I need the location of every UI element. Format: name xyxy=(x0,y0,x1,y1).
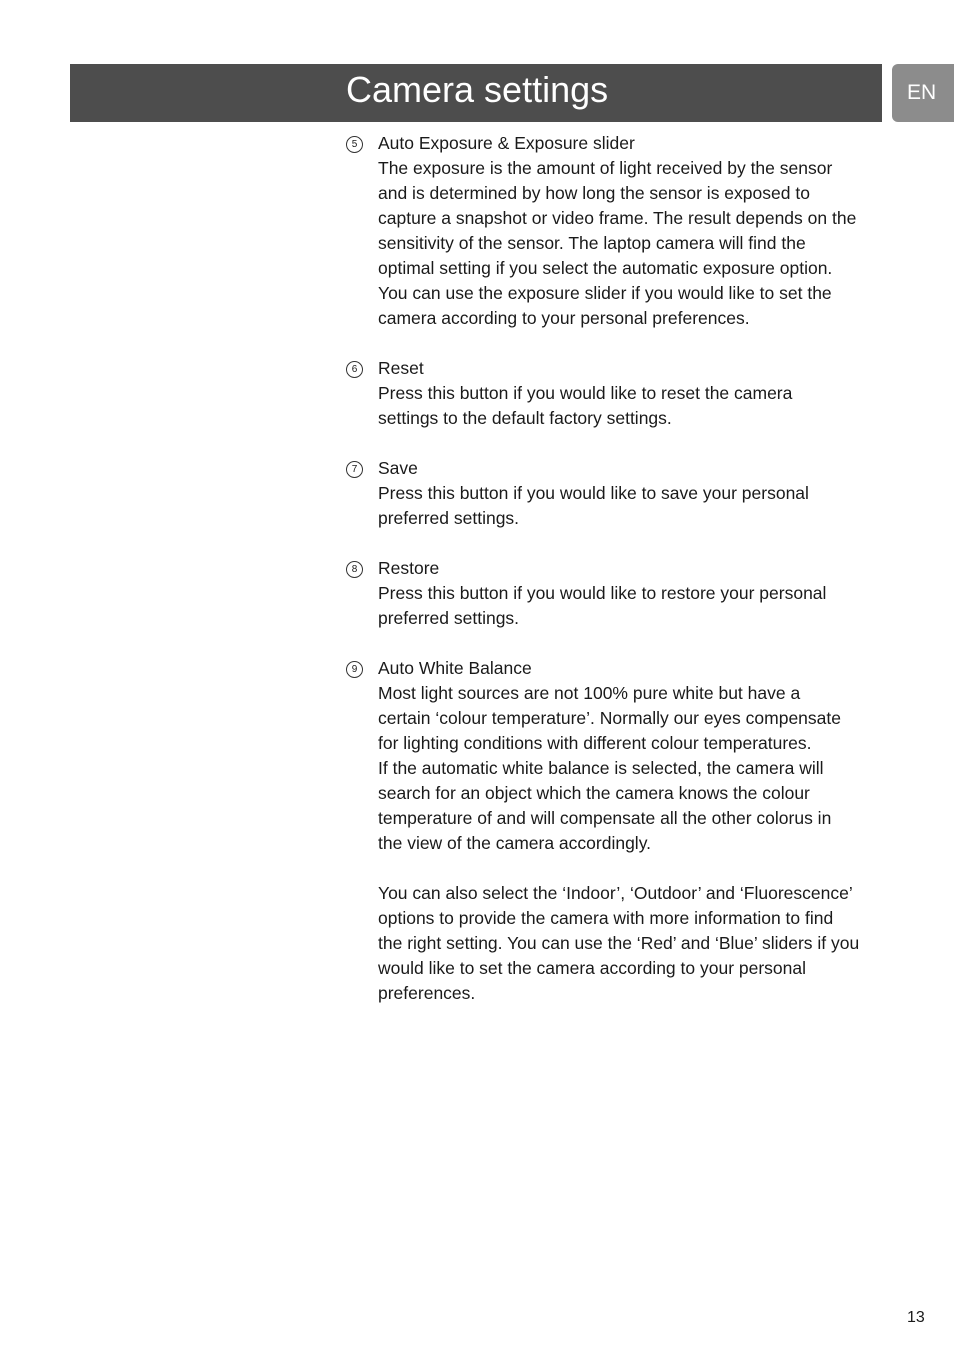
item-description: Press this button if you would like to restore your personal preferred settings. xyxy=(378,583,827,628)
item-number-badge: 8 xyxy=(346,561,363,578)
item-description: Press this button if you would like to save your personal preferred settings. xyxy=(378,483,809,528)
item-number-badge: 9 xyxy=(346,661,363,678)
language-tab: EN xyxy=(892,64,954,122)
item-title: Restore xyxy=(378,558,440,578)
item-title: Save xyxy=(378,458,418,478)
item-title: Reset xyxy=(378,358,424,378)
item-description-continued: You can also select the ‘Indoor’, ‘Outdoor’ and ‘Fluorescence’ options to provide the camera with more information to find the right setting. You can use the ‘Red’ and ‘Blue’ sliders if you would like to set the camera according to your personal preferences. xyxy=(378,883,860,1003)
item-description: The exposure is the amount of light received by the sensor and is determined by how long the sensor is exposed to capture a snapshot or video frame. The result depends on the sensitivity of the sensor. The laptop camera will find the optimal setting if you select the automatic exposure option. You can use the exposure slider if you would like to set the camera according to your personal preferences. xyxy=(378,158,857,328)
item-description: Most light sources are not 100% pure white but have a certain ‘colour temperature’. Normally our eyes compensate for lighting conditions with different colour temperatures. If the automatic white balance is selected, the camera will search for an object which the camera knows the colour temperature of and will compensate all the other colorus in the view of the camera accordingly. xyxy=(378,683,841,853)
item-number-badge: 6 xyxy=(346,361,363,378)
list-item-save xyxy=(346,456,886,531)
list-item-auto-white-balance xyxy=(346,656,886,1006)
content-column xyxy=(346,131,886,1031)
list-item-restore xyxy=(346,556,886,631)
item-number-badge: 5 xyxy=(346,136,363,153)
item-title: Auto Exposure & Exposure slider xyxy=(378,133,635,153)
header-bar xyxy=(70,64,882,122)
page-title: Camera settings xyxy=(346,69,609,110)
list-item-reset xyxy=(346,356,886,431)
item-number-badge: 7 xyxy=(346,461,363,478)
item-description: Press this button if you would like to reset the camera settings to the default factory settings. xyxy=(378,383,793,428)
page-number: 13 xyxy=(907,1309,925,1326)
list-item-auto-exposure xyxy=(346,131,886,331)
item-title: Auto White Balance xyxy=(378,658,532,678)
